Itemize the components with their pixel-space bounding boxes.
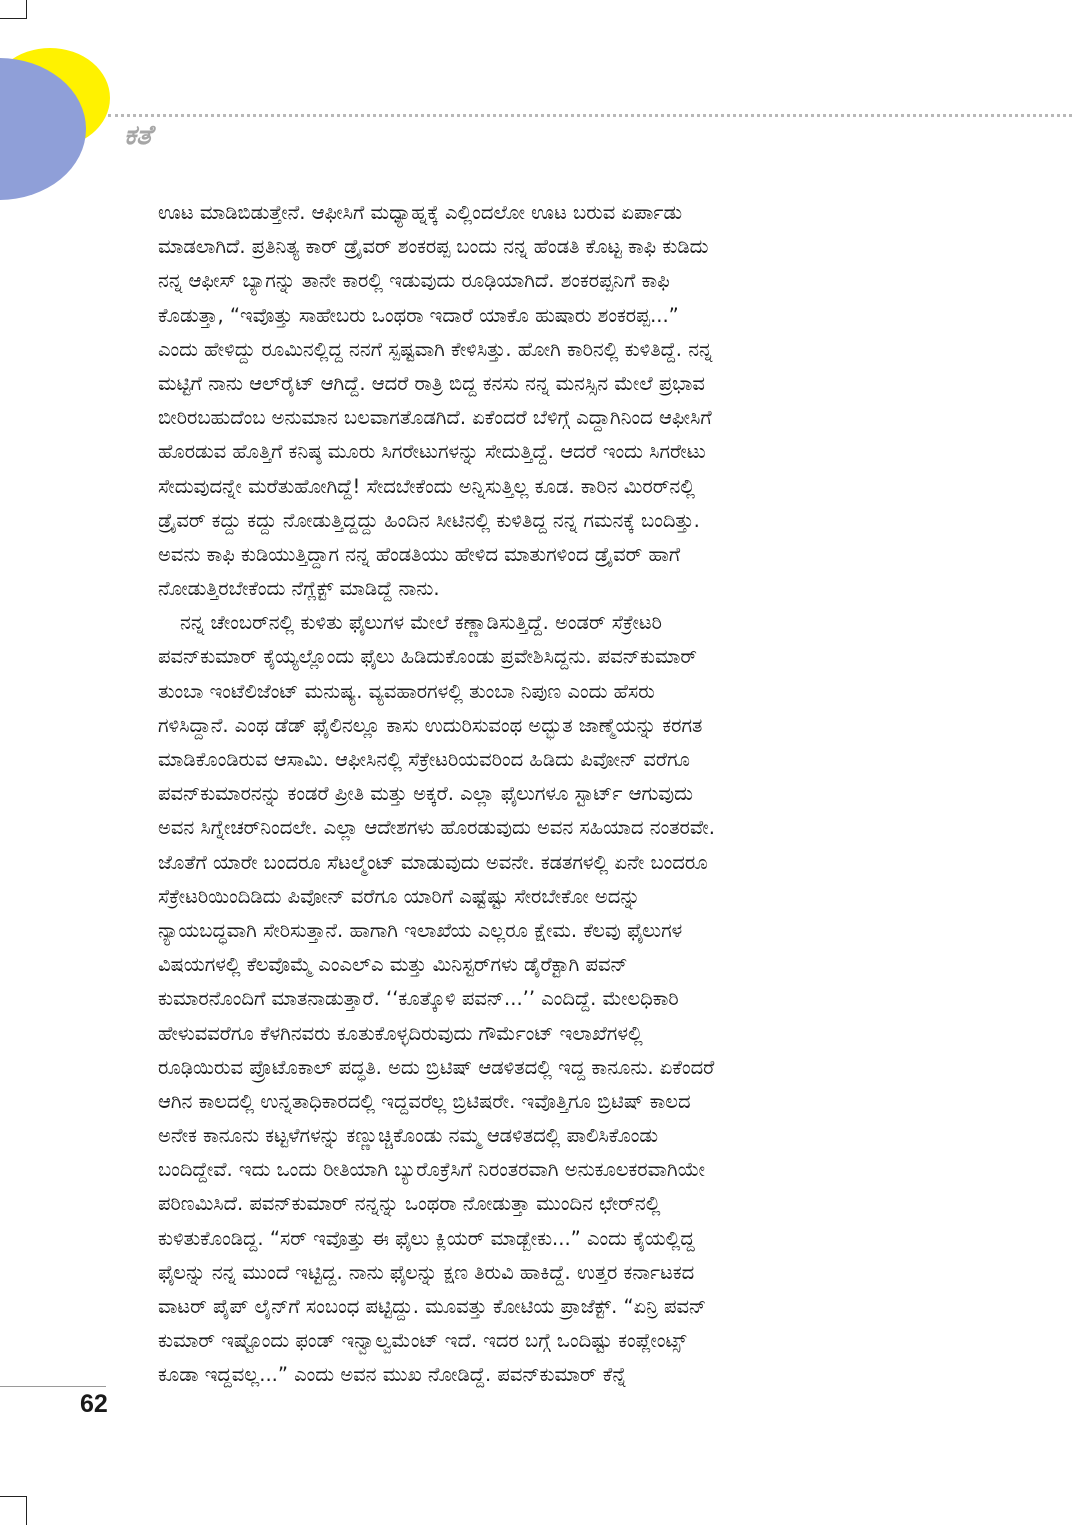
- text-line: ಕೂಡಾ ಇದ್ದವಲ್ಲ...” ಎಂದು ಅವನ ಮುಖ ನೋಡಿದ್ದೆ. ಪವನ್‌ಕುಮಾರ್ ಕೆನ್ನೆ: [158, 1363, 627, 1387]
- story-text: [158, 196, 908, 1393]
- page-number: 62: [80, 1390, 108, 1418]
- text-line: ಅನೇಕ ಕಾನೂನು ಕಟ್ಟಳೆಗಳನ್ನು ಕಣ್ಣುಚ್ಚಿಕೊಂಡು ನಮ್ಮ ಆಡಳಿತದಲ್ಲಿ ಪಾಲಿಸಿಕೊಂಡು: [158, 1124, 659, 1148]
- text-line: ಬೀರಿರಬಹುದೆಂಬ ಅನುಮಾನ ಬಲವಾಗತೊಡಗಿದೆ. ಏಕೆಂದರೆ ಬೆಳಿಗ್ಗೆ ಎದ್ದಾಗಿನಿಂದ ಆಫೀಸಿಗೆ: [158, 406, 712, 430]
- text-line: ಕುಮಾರನೊಂದಿಗೆ ಮಾತನಾಡುತ್ತಾರೆ. ‘‘ಕೂತ್ಕೊಳಿ ಪವನ್...’’ ಎಂದಿದ್ದೆ. ಮೇಲಧಿಕಾರಿ: [158, 987, 679, 1011]
- text-line: ಊಟ ಮಾಡಿಬಿಡುತ್ತೇನೆ. ಆಫೀಸಿಗೆ ಮಧ್ಯಾಹ್ನಕ್ಕೆ ಎಲ್ಲಿಂದಲೋ ಊಟ ಬರುವ ಏರ್ಪಾಡು: [158, 201, 683, 224]
- text-line: ರೂಢಿಯಿರುವ ಪ್ರೊಟೊಕಾಲ್ ಪದ್ಧತಿ. ಅದು ಬ್ರಿಟಿಷ್ ಆಡಳಿತದಲ್ಲಿ ಇದ್ದ ಕಾನೂನು. ಏಕೆಂದರೆ: [158, 1055, 715, 1079]
- paragraph-2: [158, 606, 908, 1392]
- text-line: ಎಂದು ಹೇಳಿದ್ದು ರೂಮಿನಲ್ಲಿದ್ದ ನನಗೆ ಸ್ಪಷ್ಟವಾಗಿ ಕೇಳಿಸಿತ್ತು. ಹೋಗಿ ಕಾರಿನಲ್ಲಿ ಕುಳಿತಿದ್ದೆ. ನನ್ನ: [158, 337, 713, 361]
- text-line: ಸೆಕ್ರೇಟರಿಯಿಂದಿಡಿದು ಪಿವೋನ್ ವರೆಗೂ ಯಾರಿಗೆ ಎಷ್ಟೆಷ್ಟು ಸೇರಬೇಕೋ ಅದನ್ನು: [158, 884, 641, 908]
- text-line: ಪವನ್‌ಕುಮಾರ್ ಕೈಯ್ಯಲ್ಲೊಂದು ಫೈಲು ಹಿಡಿದುಕೊಂಡು ಪ್ರವೇಶಿಸಿದ್ದನು. ಪವನ್‌ಕುಮಾರ್: [158, 645, 698, 669]
- text-line: ಪವನ್‌ಕುಮಾರನನ್ನು ಕಂಡರೆ ಪ್ರೀತಿ ಮತ್ತು ಅಕ್ಕರೆ. ಎಲ್ಲಾ ಫೈಲುಗಳೂ ಸ್ಟಾರ್ಟ್ ಆಗುವುದು: [158, 782, 693, 806]
- header-dotted-rule: [108, 114, 1072, 117]
- text-line: ಮಾಡಲಾಗಿದೆ. ಪ್ರತಿನಿತ್ಯ ಕಾರ್ ಡ್ರೈವರ್ ಶಂಕರಪ್ಪ ಬಂದು ನನ್ನ ಹೆಂಡತಿ ಕೊಟ್ಟ ಕಾಫಿ ಕುಡಿದು: [158, 235, 709, 259]
- text-line: ಮಟ್ಟಿಗೆ ನಾನು ಆಲ್‌ರೈಟ್ ಆಗಿದ್ದೆ. ಆದರೆ ರಾತ್ರಿ ಬಿದ್ದ ಕನಸು ನನ್ನ ಮನಸ್ಸಿನ ಮೇಲೆ ಪ್ರಭಾವ: [158, 371, 705, 395]
- text-line: ವಿಷಯಗಳಲ್ಲಿ ಕೆಲವೊಮ್ಮೆ ಎಂಎಲ್ಎ ಮತ್ತು ಮಿನಿಸ್ಟರ್‌ಗಳು ಡೈರೆಕ್ಟಾಗಿ ಪವನ್: [158, 953, 628, 977]
- text-line: ಕುಮಾರ್ ಇಷ್ಟೊಂದು ಫಂಡ್ ಇನ್ವಾಲ್ವಮೆಂಟ್ ಇದೆ. ಇದರ ಬಗ್ಗೆ ಒಂದಿಷ್ಟು ಕಂಪ್ಲೇಂಟ್ಸ್: [158, 1329, 687, 1353]
- text-line: ಕುಳಿತುಕೊಂಡಿದ್ದ. “ಸರ್ ಇವೊತ್ತು ಈ ಫೈಲು ಕ್ಲಿಯರ್ ಮಾಡ್ಬೇಕು...” ಎಂದು ಕೈಯಲ್ಲಿದ್ದ: [158, 1226, 695, 1250]
- text-line: ಆಗಿನ ಕಾಲದಲ್ಲಿ ಉನ್ನತಾಧಿಕಾರದಲ್ಲಿ ಇದ್ದವರೆಲ್ಲ ಬ್ರಿಟಿಷರೇ. ಇವೊತ್ತಿಗೂ ಬ್ರಿಟಿಷ್ ಕಾಲದ: [158, 1089, 691, 1113]
- text-line: ಫೈಲನ್ನು ನನ್ನ ಮುಂದೆ ಇಟ್ಟಿದ್ದ. ನಾನು ಫೈಲನ್ನು ಕ್ಷಣ ತಿರುವಿ ಹಾಕಿದ್ದೆ. ಉತ್ತರ ಕರ್ನಾಟಕದ: [158, 1260, 695, 1284]
- text-line: ಗಳಿಸಿದ್ದಾನೆ. ಎಂಥ ಡೆಡ್ ಫೈಲಿನಲ್ಲೂ ಕಾಸು ಉದುರಿಸುವಂಥ ಅದ್ಭುತ ಜಾಣ್ಮೆಯನ್ನು ಕರಗತ: [158, 713, 703, 737]
- text-line: ಪರಿಣಮಿಸಿದೆ. ಪವನ್‌ಕುಮಾರ್ ನನ್ನನ್ನು ಒಂಥರಾ ನೋಡುತ್ತಾ ಮುಂದಿನ ಛೇರ್‌ನಲ್ಲಿ: [158, 1192, 661, 1216]
- footer-rule: [0, 1386, 106, 1387]
- text-line: ಬಂದಿದ್ದೇವೆ. ಇದು ಒಂದು ರೀತಿಯಾಗಿ ಬ್ಯುರೊಕ್ರೆಸಿಗೆ ನಿರಂತರವಾಗಿ ಅನುಕೂಲಕರವಾಗಿಯೇ: [158, 1158, 705, 1182]
- text-line: ವಾಟರ್ ಪೈಪ್ ಲೈನ್‌ಗೆ ಸಂಬಂಧ ಪಟ್ಟಿದ್ದು. ಮೂವತ್ತು ಕೋಟಿಯ ಪ್ರಾಜೆಕ್ಟ್. “ಏನ್ರಿ ಪವನ್: [158, 1295, 707, 1318]
- text-line: ಡ್ರೈವರ್ ಕದ್ದು ಕದ್ದು ನೋಡುತ್ತಿದ್ದದ್ದು ಹಿಂದಿನ ಸೀಟಿನಲ್ಲಿ ಕುಳಿತಿದ್ದ ನನ್ನ ಗಮನಕ್ಕೆ ಬಂದಿತ್ತು.: [158, 508, 700, 532]
- text-line: ನೋಡುತ್ತಿರಬೇಕೆಂದು ನೆಗ್ಲೆಕ್ಟ್ ಮಾಡಿದ್ದೆ ನಾನು.: [158, 577, 440, 601]
- paragraph-1: [158, 196, 908, 606]
- text-line: ನನ್ನ ಚೇಂಬರ್‌ನಲ್ಲಿ ಕುಳಿತು ಫೈಲುಗಳ ಮೇಲೆ ಕಣ್ಣಾಡಿಸುತ್ತಿದ್ದೆ. ಅಂಡರ್ ಸೆಕ್ರೇಟರಿ: [180, 611, 662, 635]
- text-line: ಜೊತೆಗೆ ಯಾರೇ ಬಂದರೂ ಸೆಟಲ್ಮೆಂಟ್ ಮಾಡುವುದು ಅವನೇ. ಕಡತಗಳಲ್ಲಿ ಏನೇ ಬಂದರೂ: [158, 850, 708, 874]
- crop-mark-top-h: [0, 18, 27, 19]
- text-line: ಕೊಡುತ್ತಾ, “ಇವೊತ್ತು ಸಾಹೇಬರು ಒಂಥರಾ ಇದಾರೆ ಯಾಕೊ ಹುಷಾರು ಶಂಕರಪ್ಪ...”: [158, 303, 679, 327]
- text-line: ನನ್ನ ಆಫೀಸ್ ಬ್ಯಾಗನ್ನು ತಾನೇ ಕಾರಲ್ಲಿ ಇಡುವುದು ರೂಢಿಯಾಗಿದೆ. ಶಂಕರಪ್ಪನಿಗೆ ಕಾಫಿ: [158, 269, 670, 293]
- text-line: ಮಾಡಿಕೊಂಡಿರುವ ಆಸಾಮಿ. ಆಫೀಸಿನಲ್ಲಿ ಸೆಕ್ರೇಟರಿಯವರಿಂದ ಹಿಡಿದು ಪಿವೋನ್ ವರೆಗೂ: [158, 748, 690, 771]
- text-line: ಸೇದುವುದನ್ನೇ ಮರೆತುಹೋಗಿದ್ದೆ! ಸೇದಬೇಕೆಂದು ಅನ್ನಿಸುತ್ತಿಲ್ಲ ಕೂಡ. ಕಾರಿನ ಮಿರರ್‌ನಲ್ಲಿ: [158, 474, 695, 498]
- text-line: ಹೇಳುವವರೆಗೂ ಕೆಳಗಿನವರು ಕೂತುಕೊಳ್ಳದಿರುವುದು ಗೌರ್ಮೆಂಟ್ ಇಲಾಖೆಗಳಲ್ಲಿ: [158, 1021, 643, 1045]
- text-line: ಹೊರಡುವ ಹೊತ್ತಿಗೆ ಕನಿಷ್ಠ ಮೂರು ಸಿಗರೇಟುಗಳನ್ನು ಸೇದುತ್ತಿದ್ದೆ. ಆದರೆ ಇಂದು ಸಿಗರೇಟು: [158, 440, 706, 464]
- section-label: ಕತೆ: [124, 120, 152, 151]
- crop-mark-bottom-h: [0, 1496, 27, 1497]
- crop-mark-bottom-v: [26, 1496, 27, 1525]
- crop-mark-top-v: [26, 0, 27, 18]
- text-line: ಅವನು ಕಾಫಿ ಕುಡಿಯುತ್ತಿದ್ದಾಗ ನನ್ನ ಹೆಂಡತಿಯು ಹೇಳಿದ ಮಾತುಗಳಿಂದ ಡ್ರೈವರ್ ಹಾಗೆ: [158, 542, 681, 566]
- text-line: ಅವನ ಸಿಗ್ನೇಚರ್‌ನಿಂದಲೇ. ಎಲ್ಲಾ ಆದೇಶಗಳು ಹೊರಡುವುದು ಅವನ ಸಹಿಯಾದ ನಂತರವೇ.: [158, 816, 715, 840]
- text-line: ನ್ಯಾಯಬದ್ಧವಾಗಿ ಸೇರಿಸುತ್ತಾನೆ. ಹಾಗಾಗಿ ಇಲಾಖೆಯ ಎಲ್ಲರೂ ಕ್ಷೇಮ. ಕೆಲವು ಫೈಲುಗಳ: [158, 918, 683, 942]
- text-line: ತುಂಬಾ ಇಂಟೆಲಿಜೆಂಟ್ ಮನುಷ್ಯ. ವ್ಯವಹಾರಗಳಲ್ಲಿ ತುಂಬಾ ನಿಪುಣ ಎಂದು ಹೆಸರು: [158, 679, 655, 703]
